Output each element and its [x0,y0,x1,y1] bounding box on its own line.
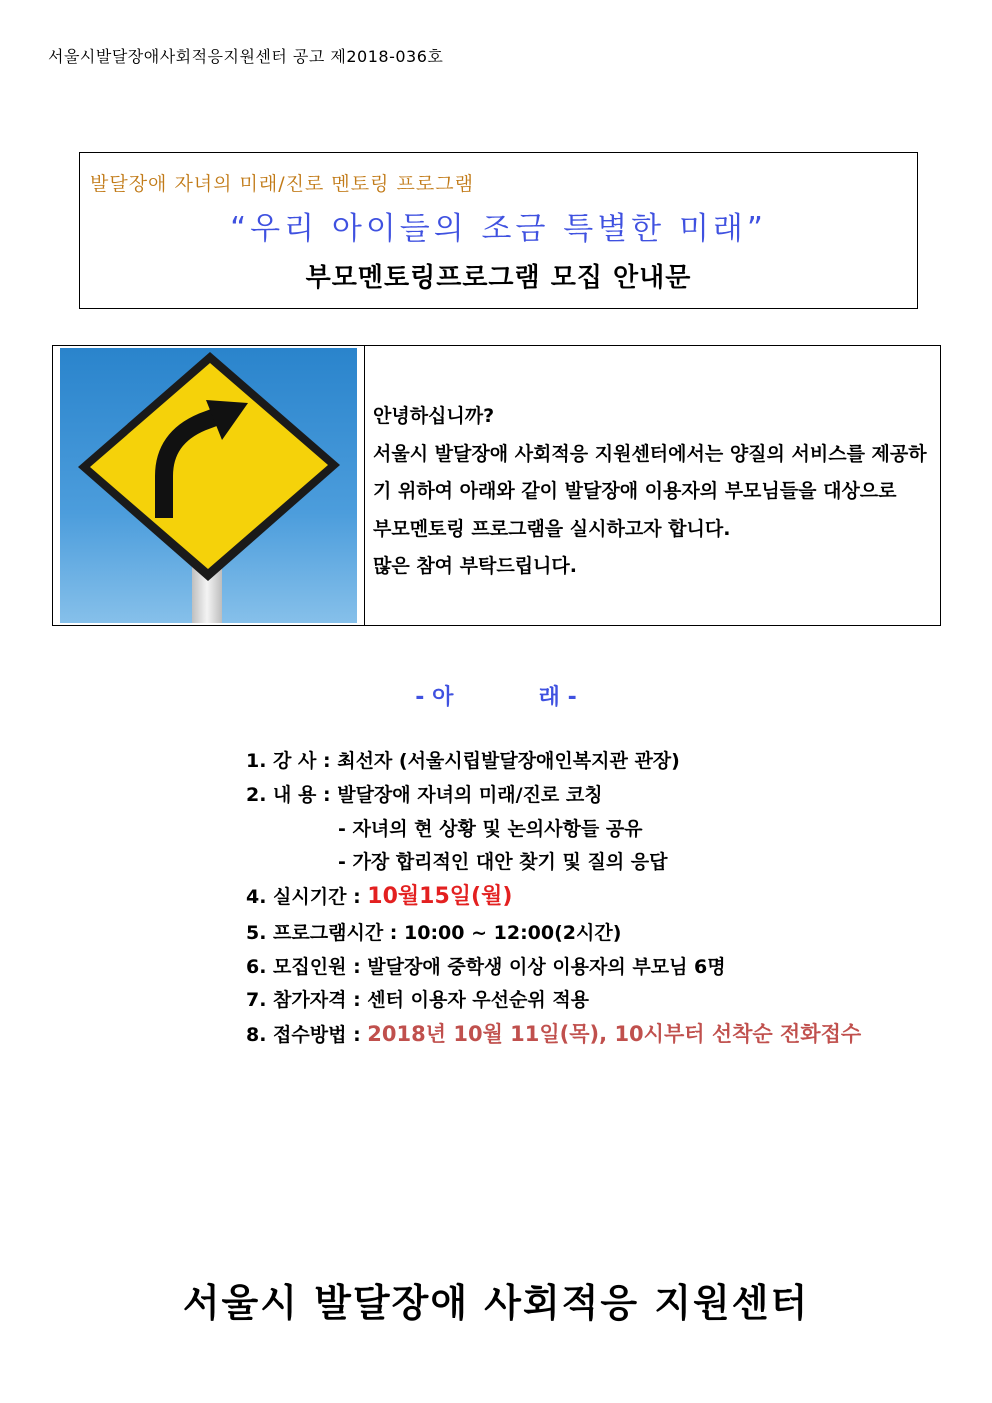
separator-right: 래 - [538,685,577,710]
detail-content-sub [338,847,668,874]
organization-footer: 서울시 발달장애 사회적응 지원센터 [182,1281,810,1325]
detail-value: 최선자 (서울시립발달장애인복지관 관장) [337,750,680,772]
detail-lecturer [246,746,680,773]
detail-label: 8. 접수방법 : [246,1024,368,1046]
detail-capacity [246,952,726,979]
intro-line: 기 위하여 아래와 같이 발달장애 이용자의 부모님들을 대상으로 [373,480,897,502]
program-title: “우리 아이들의 조금 특별한 미래” [230,211,767,247]
detail-date-value: 10월15일(월) [367,884,513,909]
detail-time [246,918,621,945]
detail-registration [246,1018,861,1048]
detail-label: 4. 실시기간 : [246,886,368,908]
title-box [79,152,918,309]
notice-separator [0,680,992,711]
detail-label: 6. 모집인원 : [246,956,368,978]
notice-number: 서울시발달장애사회적응지원센터 공고 제2018-036호 [48,47,444,66]
detail-value: 센터 이용자 우선순위 적용 [367,989,590,1011]
program-subtitle: 발달장애 자녀의 미래/진로 멘토링 프로그램 [90,173,474,195]
detail-value: 10:00 ~ 12:00(2시간) [404,922,622,944]
detail-value: 발달장애 중학생 이상 이용자의 부모님 6명 [367,956,726,978]
detail-value: - 가장 합리적인 대안 찾기 및 질의 응답 [338,851,668,873]
separator-left: - 아 [415,685,454,710]
road-sign-image [60,348,357,623]
recruitment-heading: 부모멘토링프로그램 모집 안내문 [305,263,692,293]
detail-content-sub [338,814,643,841]
detail-registration-value: 2018년 10월 11일(목), 10시부터 선착순 전화접수 [367,1022,862,1046]
detail-content [246,780,603,807]
intro-box [52,345,941,626]
intro-line: 서울시 발달장애 사회적응 지원센터에서는 양질의 서비스를 제공하 [373,442,927,465]
intro-text [373,398,935,586]
detail-eligibility [246,985,589,1012]
detail-value: - 자녀의 현 상황 및 논의사항들 공유 [338,818,643,840]
intro-line: 많은 참여 부탁드립니다. [373,555,577,577]
detail-date [246,879,512,910]
detail-label: 2. 내 용 : [246,784,338,806]
intro-line: 안녕하십니까? [373,405,495,427]
detail-label: 5. 프로그램시간 : [246,922,405,944]
curve-right-road-sign-icon [60,348,357,623]
intro-divider [364,346,365,625]
intro-line: 부모멘토링 프로그램을 실시하고자 합니다. [373,517,731,540]
detail-label: 7. 참가자격 : [246,989,368,1011]
detail-label: 1. 강 사 : [246,750,338,772]
detail-value: 발달장애 자녀의 미래/진로 코칭 [337,784,603,806]
